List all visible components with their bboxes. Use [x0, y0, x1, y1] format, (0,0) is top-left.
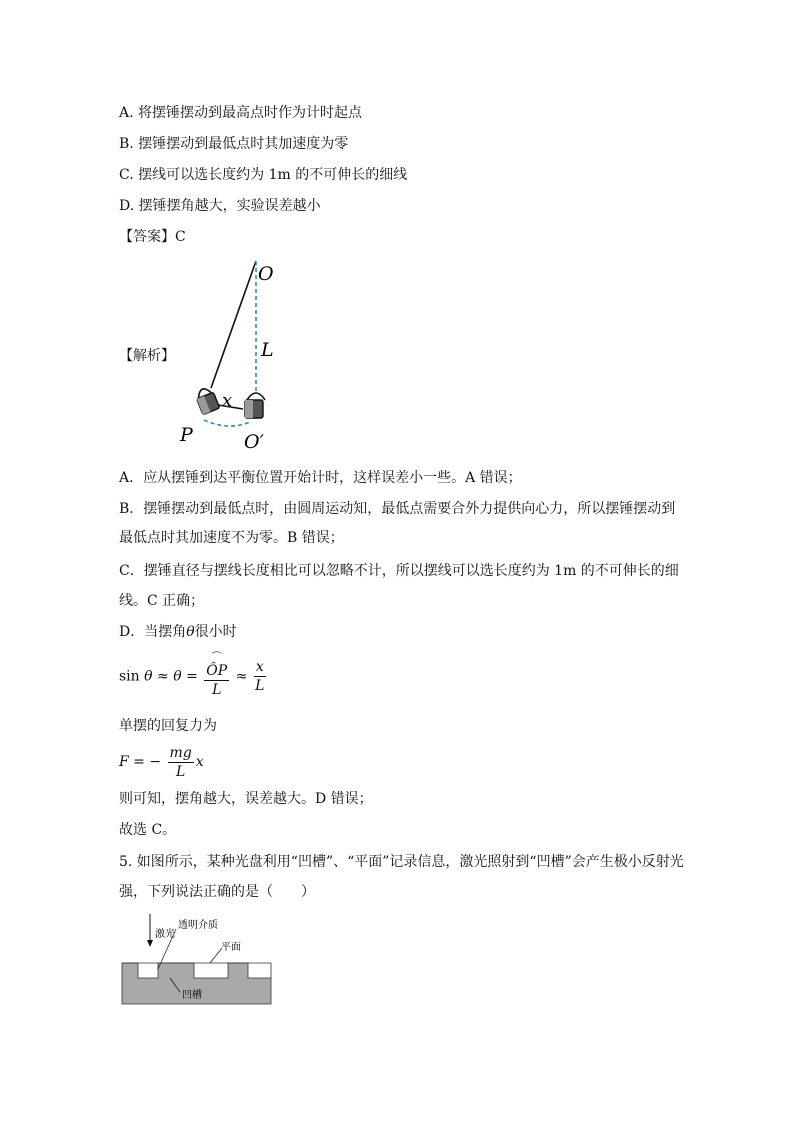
- analysis-label: 【解析】: [119, 348, 175, 364]
- explanation-d1: [119, 622, 237, 642]
- arc-op: ÔP: [206, 663, 228, 679]
- label-laser: 激光: [155, 929, 175, 940]
- option-b: B. 摆锤摆动到最低点时其加速度为零: [119, 136, 349, 152]
- bob-p: [194, 386, 220, 415]
- approx-sign-1: ≈: [157, 668, 169, 685]
- formula-small-angle: [119, 651, 268, 699]
- label-plane: 平面: [221, 942, 241, 953]
- question5-line2: 强，下列说法正确的是（ ）: [119, 884, 315, 900]
- fraction-x: [254, 658, 266, 695]
- explanation-b1: B．摆锤摆动到最低点时，由圆周运动知，最低点需要合外力提供向心力，所以摆锤摆动到: [119, 501, 676, 517]
- fraction-arc-denominator: L: [212, 682, 222, 698]
- equals-minus: = −: [133, 754, 162, 770]
- pendulum-figure: [170, 258, 290, 454]
- label-o: O: [258, 263, 274, 285]
- answer-line: [119, 227, 186, 247]
- formula-restoring-force: [119, 742, 204, 782]
- explanation-d1-pre: D．当摆角: [119, 624, 187, 640]
- restoring-force-text: 单摆的回复力为: [119, 718, 217, 734]
- fraction-l: L: [176, 763, 186, 780]
- bob-oprime: [245, 393, 265, 418]
- final-answer-text: 故选 C。: [119, 822, 177, 838]
- explanation-d1-post: 很小时: [194, 624, 237, 640]
- explanation-c1: C．摆锤直径与摆线长度相比可以忽略不计，所以摆线可以选长度约为 1m 的不可伸长的细: [119, 563, 679, 579]
- optical-disc-figure: [118, 910, 278, 1008]
- explanation-b2: 最低点时其加速度不为零。B 错误；: [119, 530, 344, 546]
- fraction-arc: [204, 651, 229, 699]
- option-c: C. 摆线可以选长度约为 1m 的不可伸长的细线: [119, 167, 408, 183]
- label-p: P: [180, 424, 193, 446]
- fraction-mg-l: [168, 744, 194, 781]
- formula2-x: x: [195, 754, 204, 770]
- answer-value: C: [175, 229, 186, 245]
- fraction-mg: mg: [169, 744, 192, 761]
- formula1-theta-2: θ: [173, 668, 182, 685]
- label-oprime: O′: [244, 431, 264, 453]
- option-a: A. 将摆锤摆动到最高点时作为计时起点: [119, 105, 363, 121]
- label-l: L: [261, 339, 274, 361]
- fraction-arc-numerator: [204, 651, 229, 681]
- answer-label: 【答案】: [119, 229, 175, 245]
- conclusion-text: 则可知，摆角越大，误差越大。D 错误；: [119, 791, 373, 807]
- formula1-theta-1: θ: [144, 668, 153, 685]
- option-d: D. 摆锤摆角越大，实验误差越小: [119, 198, 321, 214]
- arc-mark: ⌒: [211, 651, 223, 664]
- fraction-x-denominator: L: [255, 678, 265, 694]
- explanation-c2: 线。C 正确；: [119, 593, 205, 609]
- pendulum-string: [211, 261, 256, 388]
- sin-text: sin: [119, 668, 140, 685]
- approx-sign-2: ≈: [235, 668, 248, 685]
- label-medium: 透明介质: [178, 920, 218, 931]
- explanation-a: A．应从摆锤到达平衡位置开始计时，这样误差小一些。A 错误；: [119, 470, 522, 486]
- label-x: x: [222, 390, 233, 411]
- swing-arc: [204, 420, 250, 426]
- theta-symbol: θ: [186, 624, 195, 640]
- equals-sign: =: [186, 668, 198, 685]
- question5-line1: 5. 如图所示，某种光盘利用“凹槽”、“平面”记录信息，激光照射到“凹槽”会产生极小反射光: [119, 854, 684, 870]
- laser-arrowhead: [147, 940, 153, 947]
- label-groove: 凹槽: [182, 990, 202, 1001]
- fraction-x-numerator: x: [255, 659, 264, 675]
- force-symbol: F: [119, 754, 129, 770]
